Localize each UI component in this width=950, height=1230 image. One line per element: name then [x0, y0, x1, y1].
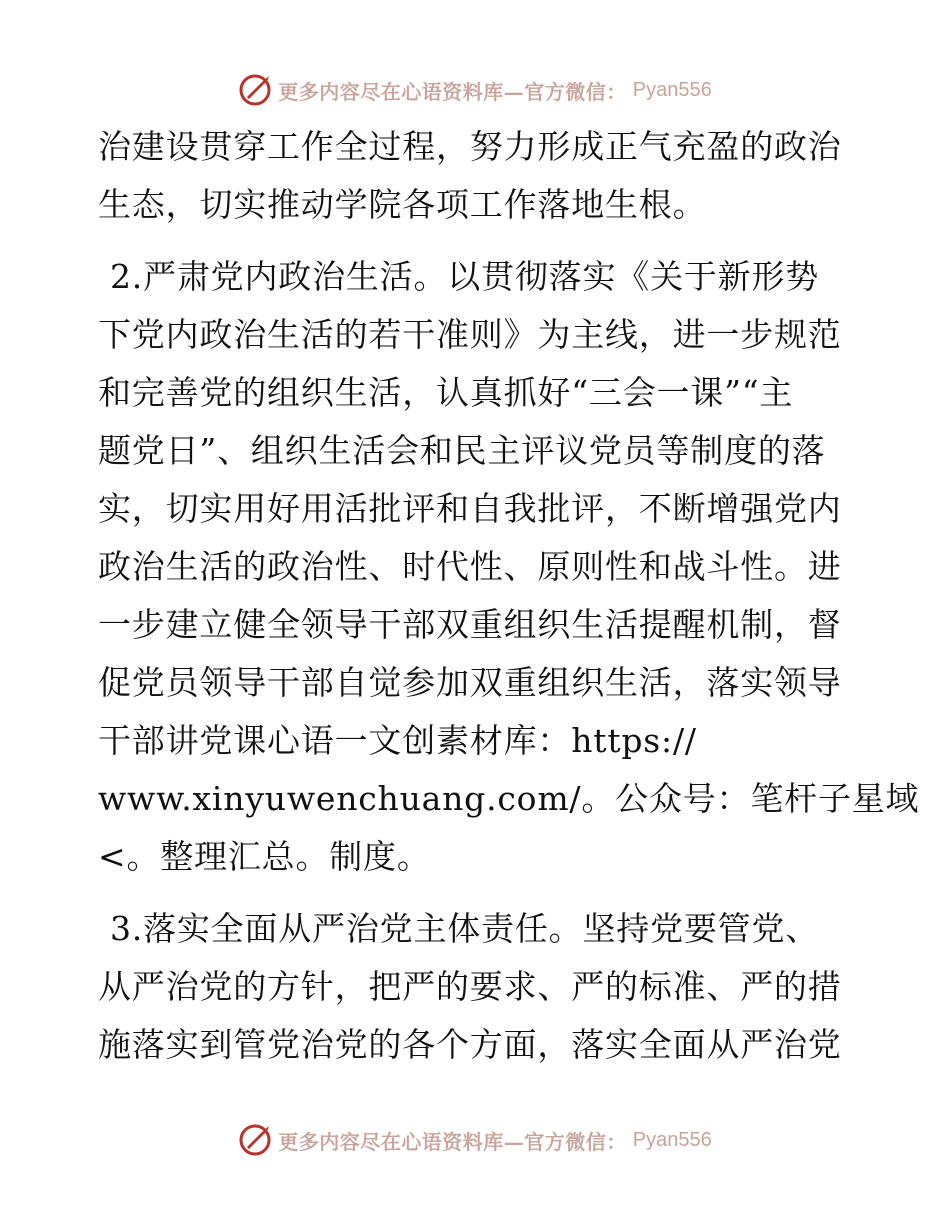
watermark-text: 更多内容尽在心语资料库—官方微信： [278, 1129, 627, 1154]
text-line: 政治生活的政治性、时代性、原则性和战斗性。进 [98, 547, 842, 586]
watermark-wechat-id: Pyan556 [632, 1128, 712, 1151]
watermark-banner-top [0, 70, 950, 110]
text-line: 施落实到管党治党的各个方面，落实全面从严治党 [98, 1025, 842, 1064]
watermark-wechat-id: Pyan556 [632, 78, 712, 101]
quill-circle-icon [238, 1123, 272, 1157]
paragraph-3 [98, 900, 858, 1074]
text-line: 题党日”、组织生活会和民主评议党员等制度的落 [98, 431, 826, 470]
paragraph-1 [98, 118, 858, 234]
text-line: 实，切实用好用活批评和自我批评，不断增强党内 [98, 489, 842, 528]
text-line: www.xinyuwenchuang.com/。公众号：笔杆子星域 [98, 779, 920, 818]
document-body [98, 118, 920, 1074]
paragraph-2 [98, 248, 920, 886]
text-line: <。整理汇总。制度。 [98, 837, 431, 876]
text-line: 一步建立健全领导干部双重组织生活提醒机制，督 [98, 605, 842, 644]
text-line: 促党员领导干部自觉参加双重组织生活，落实领导 [98, 663, 842, 702]
watermark-banner-bottom [0, 1120, 950, 1160]
text-line: 干部讲党课心语一文创素材库：https:// [98, 721, 697, 760]
text-line: 下党内政治生活的若干准则》为主线，进一步规范 [98, 315, 842, 354]
text-line: 从严治党的方针，把严的要求、严的标准、严的措 [98, 967, 842, 1006]
watermark-text: 更多内容尽在心语资料库—官方微信： [278, 79, 627, 104]
text-line: 3.落实全面从严治党主体责任。坚持党要管党、 [110, 909, 820, 948]
text-line: 生态，切实推动学院各项工作落地生根。 [98, 185, 707, 224]
quill-circle-icon [238, 73, 272, 107]
text-line: 2.严肃党内政治生活。以贯彻落实《关于新形势 [110, 257, 820, 296]
text-line: 治建设贯穿工作全过程，努力形成正气充盈的政治 [98, 127, 842, 166]
text-line: 和完善党的组织生活，认真抓好“三会一课”“主 [98, 373, 794, 412]
